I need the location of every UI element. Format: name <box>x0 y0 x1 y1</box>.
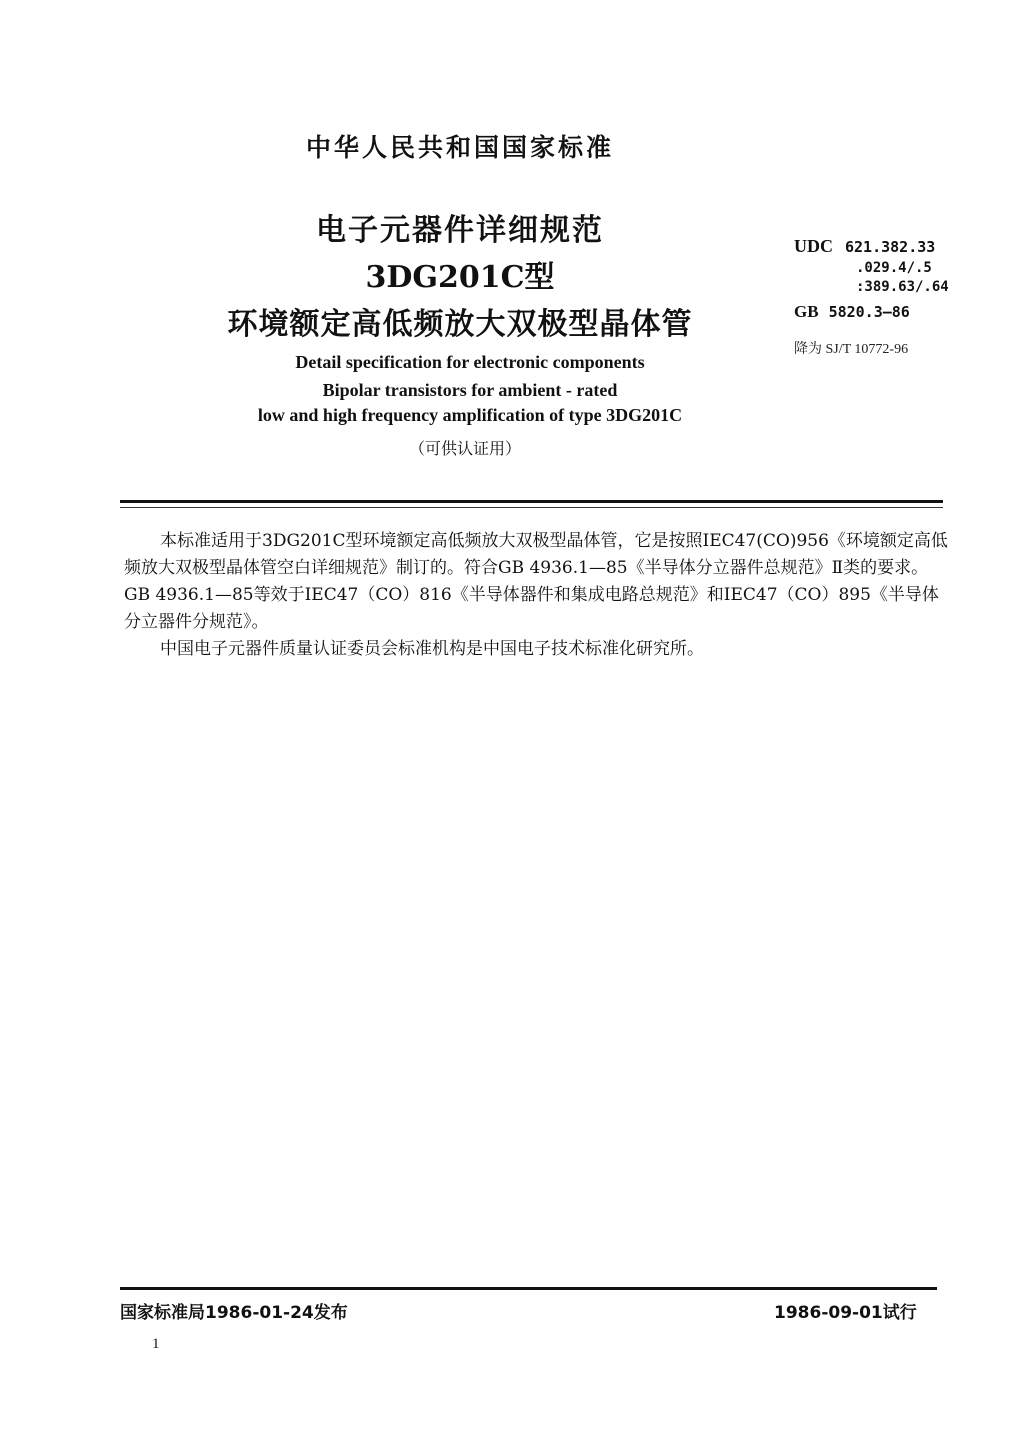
header-divider-thick <box>120 500 943 503</box>
page-number: 1 <box>152 1336 160 1352</box>
title-cn-line-3: 环境额定高低频放大双极型晶体管 <box>227 307 693 342</box>
effective-date: 1986-09-01试行 <box>774 1303 917 1323</box>
footer-divider <box>120 1287 937 1290</box>
udc-number-2: .029.4/.5 <box>856 260 932 276</box>
udc-label: UDC <box>794 236 833 256</box>
body-paragraph-2: 中国电子元器件质量认证委员会标准机构是中国电子技术标准化研究所。 <box>160 639 704 659</box>
title-en-line-1: Detail specification for electronic components <box>295 352 645 372</box>
udc-block <box>794 236 935 257</box>
title-cn-line-2: 3DG201C型 <box>365 260 555 295</box>
header-divider-thin <box>120 507 943 508</box>
udc-number-1: 621.382.33 <box>845 238 936 256</box>
national-standard-heading: 中华人民共和国国家标准 <box>305 133 614 162</box>
udc-continuation <box>856 259 949 297</box>
issue-date: 国家标准局1986-01-24发布 <box>120 1303 348 1323</box>
certification-note: （可供认证用） <box>408 439 521 458</box>
replaced-by-note: 降为 SJ/T 10772-96 <box>794 342 909 357</box>
gb-number: 5820.3—86 <box>828 303 910 321</box>
title-en-line-3: low and high frequency amplification of type 3DG201C <box>257 405 683 425</box>
gb-label: GB <box>794 302 819 321</box>
body-text <box>124 528 952 663</box>
title-en-line-2: Bipolar transistors for ambient - rated <box>322 380 618 400</box>
udc-number-3: :389.63/.64 <box>856 279 949 295</box>
gb-block <box>794 302 910 322</box>
body-paragraph-1: 本标准适用于3DG201C型环境额定高低频放大双极型晶体管，它是按照IEC47(CO)956《环境额定高低频放大双极型晶体管空白详细规范》制订的。符合GB 4936.1—85《半导体分立器件总规范》Ⅱ类的要求。GB 4936.1—85等效于IEC47（CO）816《半导体器件和集成电路总规范》和IEC47（CO）895《半导体分立器件分规范》。 <box>124 531 948 632</box>
title-cn-line-1: 电子元器件详细规范 <box>316 213 604 248</box>
